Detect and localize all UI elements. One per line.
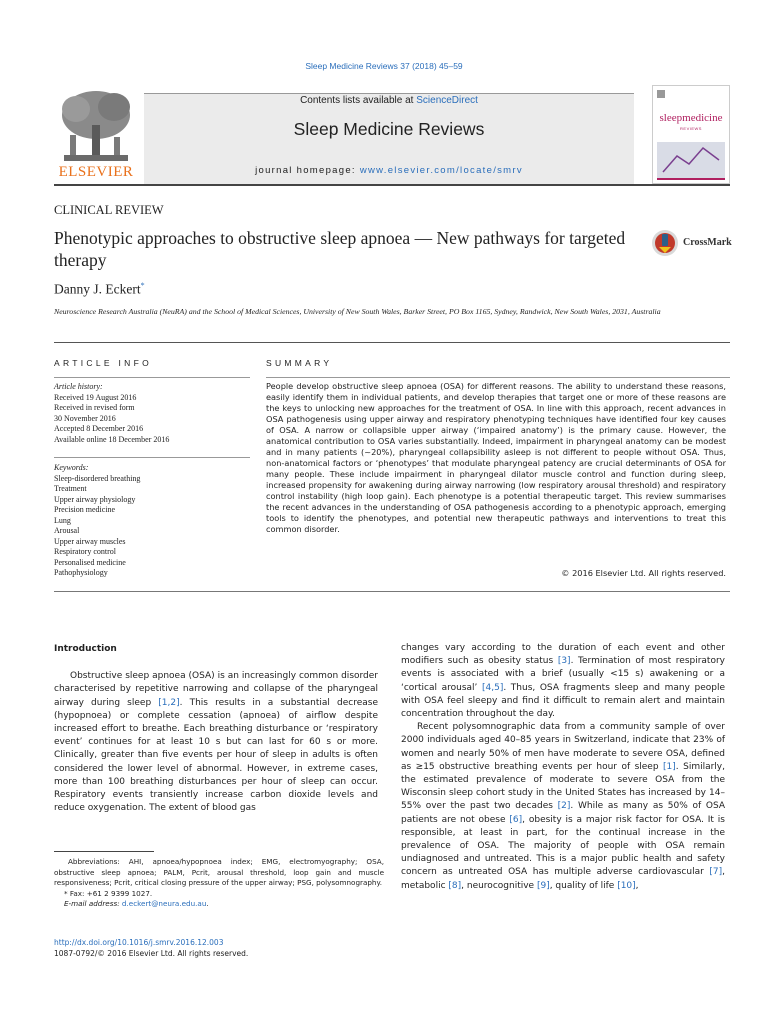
masthead-divider	[54, 184, 730, 186]
keywords-list	[54, 463, 250, 579]
citation-link[interactable]: [7]	[709, 867, 723, 878]
keyword-item: Pathophysiology	[54, 568, 108, 577]
keyword-item: Personalised medicine	[54, 557, 126, 567]
journal-reference-link[interactable]: Sleep Medicine Reviews 37 (2018) 45–59	[305, 61, 463, 71]
journal-name: Sleep Medicine Reviews	[293, 119, 485, 139]
cover-title: sleepmedicine	[659, 112, 723, 124]
keyword-item: Arousal	[54, 526, 80, 535]
citation-link[interactable]: [9]	[536, 880, 550, 891]
introduction-heading: Introduction	[54, 644, 117, 654]
keyword-item: Precision medicine	[54, 505, 116, 514]
author-affiliation: Neuroscience Research Australia (NeuRA) and the School of Medical Sciences, University of New South Wales, Barker Street, PO Box 1165, Sydney, Randwick, New South Wales, 2031, Australia	[54, 307, 661, 316]
keyword-item: Upper airway physiology	[54, 494, 136, 504]
cover-subtitle: REVIEWS	[680, 126, 702, 131]
keyword-item: Treatment	[54, 484, 87, 493]
citation-link[interactable]: [1,2]	[158, 697, 180, 708]
journal-homepage-line: journal homepage: www.elsevier.com/locate/smrv	[255, 165, 523, 176]
citation-link[interactable]: [3]	[557, 656, 571, 667]
journal-cover-thumbnail[interactable]	[652, 85, 730, 184]
author-footnote-marker[interactable]: *	[140, 281, 145, 290]
history-item: Received in revised form	[54, 403, 135, 412]
fax-footnote: * Fax: +61 2 9399 1027.	[64, 888, 153, 898]
summary-divider	[266, 377, 730, 378]
keywords-label: Keywords:	[54, 463, 89, 472]
journal-homepage-link[interactable]: www.elsevier.com/locate/smrv	[359, 165, 523, 176]
citation-link[interactable]: [6]	[509, 814, 523, 825]
citation-link[interactable]: [4,5]	[482, 682, 504, 693]
citation-link[interactable]: [10]	[617, 880, 636, 891]
citation-link[interactable]: [8]	[448, 880, 462, 891]
contents-available-line: Contents lists available at ScienceDirect	[300, 95, 478, 106]
summary-text: People develop obstructive sleep apnoea (OSA) for different reasons. The ability to understand these reasons, easily identify them in individual patients, and develop therapies that target one or more of these reasons are the keys to unlocking new approaches for the treatment of OSA. In line with this approach, recent advances in OSA pathogenesis using upper airway and respiratory phenotyping techniques have identified four key causes of OSA. A narrow or collapsible upper airway (‘impaired anatomy’) is the primary cause. However, the anatomical contribution to OSA varies substantially. Indeed, impairment in pharyngeal anatomy can be modest and in many patients (~20%), pharyngeal collapsibility asleep is not different to people without OSA. Thus, non-anatomical factors or ‘phenotypes’ that modulate pharyngeal patency are crucial determinants of OSA for many people. These include impairment in pharyngeal dilator muscle control and function during sleep, increased propensity for awakening during airway narrowing (low respiratory arousal threshold) and respiratory control instability (high loop gain). Each phenotype is a potential therapeutic target. This review summarises the recent advances in the understanding of OSA pathogenesis according to a phenotypic approach, emerging tools to identify the phenotypes, and potential new therapeutic pathways and interventions to treat this common disorder.	[266, 381, 726, 534]
body-paragraph: Obstructive sleep apnoea (OSA) is an increasingly common disorder characterised by repetitive narrowing and collapse of the pharyngeal airway during sleep [1,2]. This results in a substantial decrease (hypopnoea) or complete cessation (apnoea) of airflow despite increased effort to breathe. Each breathing disturbance or ‘respiratory event’ continues for at least 10 s but can last for 60 s or more. Clinically, greater than five events per hour of sleep in adults is often considered the lower level of abnormal. However, in extreme cases, more than 100 breathing disturbances per hour of sleep can occur. Respiratory events transiently increase carbon dioxide levels and reduce oxygenation. The extent of blood gas	[54, 671, 379, 814]
history-item: Accepted 8 December 2016	[54, 424, 144, 433]
crossmark-label: CrossMark	[683, 237, 732, 248]
history-item: Received 19 August 2016	[54, 392, 137, 402]
article-section-type: CLINICAL REVIEW	[54, 203, 164, 217]
citation-link[interactable]: [1]	[663, 761, 676, 772]
abbreviations-footnote: Abbreviations: AHI, apnoea/hypopnoea index; EMG, electromyography; OSA, obstructive sleep apnoea; PALM, Pcrit, arousal threshold, loop gain and muscle responsiveness; Pcrit, critical closing pressure of the upper airway; PSG, polysomnography.	[54, 857, 384, 887]
elsevier-tree-logo-icon[interactable]	[54, 85, 138, 184]
doi-link[interactable]: http://dx.doi.org/10.1016/j.smrv.2016.12.003	[54, 938, 224, 947]
citation-link[interactable]: [2]	[557, 801, 571, 812]
body-paragraph: Recent polysomnographic data from a community sample of over 2000 individuals aged 40–85 years in Switzerland, indicate that 23% of women and nearly 50% of men have moderate to severe OSA, defined as ≥15 obstructive breathing events per hour of sleep [1]. Similarly, the estimated prevalence of moderate to severe OSA from the Wisconsin sleep cohort study in the United States has increased by 14–55% over the past two decades [2]. While as many as 50% of OSA patients are not obese [6], obesity is a major risk factor for OSA. It is responsible, at least in part, for the continual increase in the prevalence of OSA. The majority of people with OSA remain undiagnosed and untreated. This is a major public health and safety concern as untreated OSA has multiple adverse cardiovascular [7], metabolic [8], neurocognitive [9], quality of life [10],	[401, 722, 725, 891]
masthead	[54, 85, 730, 184]
sciencedirect-link[interactable]: ScienceDirect	[416, 95, 478, 106]
email-footnote: E-mail address: d.eckert@neura.edu.au.	[64, 899, 209, 908]
keyword-item: Sleep-disordered breathing	[54, 473, 141, 483]
author-name: Danny J. Eckert*	[54, 281, 145, 297]
article-history-label: Article history:	[54, 382, 103, 391]
history-item: 30 November 2016	[54, 413, 116, 423]
elsevier-wordmark: ELSEVIER	[58, 164, 134, 180]
crossmark-icon	[651, 229, 679, 257]
article-info-heading: ARTICLE INFO	[54, 358, 153, 368]
issn-copyright: 1087-0792/© 2016 Elsevier Ltd. All rights reserved.	[54, 949, 249, 958]
crossmark-button[interactable]	[651, 229, 731, 259]
keyword-item: Respiratory control	[54, 547, 116, 556]
footnotes	[54, 857, 384, 910]
author-email-link[interactable]: d.eckert@neura.edu.au	[121, 899, 207, 908]
article-history	[54, 382, 250, 445]
summary-copyright: © 2016 Elsevier Ltd. All rights reserved.	[561, 568, 726, 578]
body-column-left	[54, 643, 378, 815]
body-paragraph: changes vary according to the duration of each event and other modifiers such as obesity status [3]. Termination of most respiratory events is associated with a brief (usually <15 s) awakening or a ‘cortical arousal’ [4,5]. Thus, OSA fragments sleep and many people with OSA feel sleepy and find it difficult to remain alert and maintain concentration throughout the day.	[401, 643, 725, 720]
keyword-item: Lung	[54, 515, 71, 525]
body-column-right	[401, 642, 725, 893]
abstract-bottom-divider	[54, 591, 730, 592]
journal-header-box	[144, 93, 634, 184]
keywords-divider	[54, 457, 250, 458]
summary-heading: SUMMARY	[266, 358, 333, 368]
article-info-divider	[54, 377, 250, 378]
history-item: Available online 18 December 2016	[54, 434, 170, 444]
keyword-item: Upper airway muscles	[54, 536, 126, 546]
abstract-top-divider	[54, 342, 730, 343]
article-title: Phenotypic approaches to obstructive sleep apnoea — New pathways for targeted therapy	[54, 228, 626, 270]
footnote-divider	[54, 851, 154, 852]
